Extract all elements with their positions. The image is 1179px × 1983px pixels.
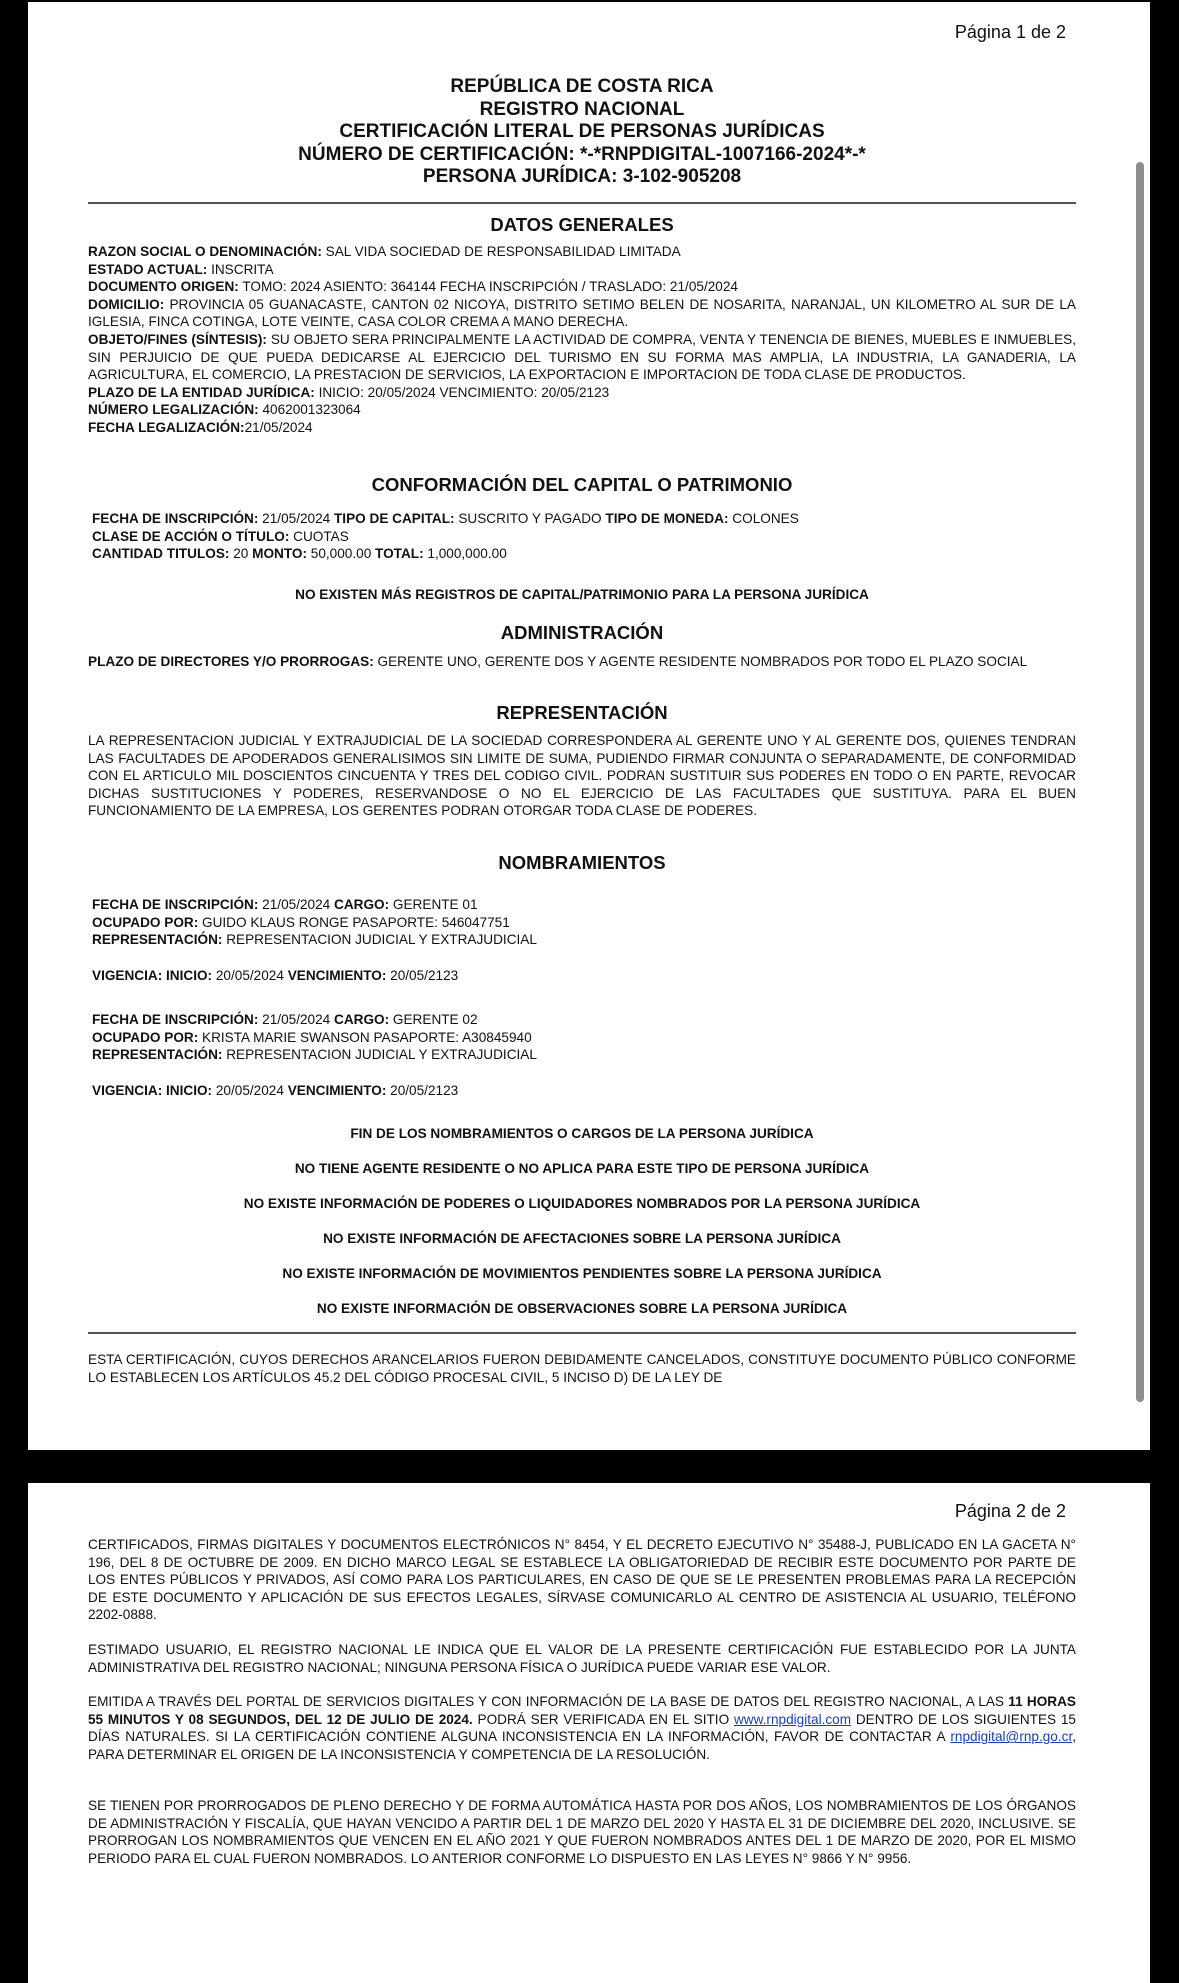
- nombramiento-fecha-row: [92, 1011, 1080, 1029]
- document-page-2: [28, 1483, 1150, 1983]
- nombramiento-1: [92, 896, 1080, 984]
- text-span: EMITIDA A TRAVÉS DEL PORTAL DE SERVICIOS DIGITALES Y CON INFORMACIÓN DE LA BASE DE DATOS DEL REGISTRO NACIONAL, A LAS: [88, 1694, 1009, 1709]
- field-value: GERENTE 01: [389, 897, 478, 912]
- field-label: RAZON SOCIAL O DENOMINACIÓN:: [88, 244, 322, 259]
- representacion-text: LA REPRESENTACION JUDICIAL Y EXTRAJUDICIAL DE LA SOCIEDAD CORRESPONDERA AL GERENTE UNO Y AL GERENTE DOS, QUIENES TENDRAN LAS FACULTADES DE APODERADOS GENERALISIMOS SIN LIMITE DE SUMA, PUDIENDO FIRMAR CONJUNTA O SEPARADAMENTE, DE CONFORMIDAD CON EL ARTICULO MIL DOSCIENTOS CINCUENTA Y TRES DEL CODIGO CIVIL. PODRAN SUSTITUIR SUS PODERES EN TODO O EN PARTE, REVOCAR DICHAS SUSTITUCIONES Y PODERES, RESERVANDOSE O NO EL EJERCICIO DE LAS FACULTADES QUE SUSTITUYA. PARA EL BUEN FUNCIONAMIENTO DE LA EMPRESA, LOS GERENTES PODRAN OTORGAR TODA CLASE DE PODERES.: [88, 733, 1076, 819]
- section-nombramientos: [88, 852, 1076, 874]
- field-value: SU OBJETO SERA PRINCIPALMENTE LA ACTIVIDAD DE COMPRA, VENTA Y TENENCIA DE BIENES, MUEBLES E INMUEBLES, SIN PERJUICIO DE QUE PUEDA DEDICARSE AL EJERCICIO DEL TURISMO EN SU FORMA MAS AMPLIA, LA INDUSTRIA, LA GANADERIA, LA AGRICULTURA, EL COMERCIO, LA PRESTACION DE SERVICIOS, LA EXPORTACION E IMPORTACION DE TODA CLASE DE PRODUCTOS.: [88, 331, 1076, 383]
- field-value: PROVINCIA 05 GUANACASTE, CANTON 02 NICOYA, DISTRITO SETIMO BELEN DE NOSARITA, NARANJAL, UN KILOMETRO AL SUR DE LA IGLESIA, FINCA COTINGA, LOTE VEINTE, CASA COLOR CREMA A MANO DERECHA.: [88, 296, 1076, 330]
- section-title: DATOS GENERALES: [490, 214, 674, 235]
- field-label: VENCIMIENTO:: [287, 1082, 387, 1098]
- field-label: NÚMERO LEGALIZACIÓN:: [88, 402, 259, 418]
- nombramiento-2: [92, 1011, 1080, 1099]
- header-line-country: REPÚBLICA DE COSTA RICA: [450, 76, 714, 97]
- field-label: FECHA DE INSCRIPCIÓN:: [92, 897, 259, 912]
- field-value: 4062001323064: [258, 402, 361, 418]
- fecha-legalizacion-row: [88, 419, 1076, 437]
- numero-legalizacion-row: [88, 401, 1076, 419]
- field-label: CANTIDAD TITULOS:: [92, 546, 230, 562]
- field-label: PLAZO DE DIRECTORES Y/O PRORROGAS:: [88, 654, 374, 669]
- field-value: 1,000,000.00: [423, 546, 507, 562]
- page2-paragraph-2: ESTIMADO USUARIO, EL REGISTRO NACIONAL LE INDICA QUE EL VALOR DE LA PRESENTE CERTIFICACIÓN FUE ESTABLECIDO POR LA JUNTA ADMINISTRATIVA DEL REGISTRO NACIONAL; NINGUNA PERSONA FÍSICA O JURÍDICA PUEDE VARIAR ESE VALOR.: [88, 1642, 1076, 1675]
- field-label: REPRESENTACIÓN:: [92, 932, 223, 948]
- field-value: 50,000.00: [307, 546, 376, 562]
- field-value: INSCRITA: [207, 261, 274, 277]
- nombramiento-ocupado-row: [92, 914, 1080, 932]
- field-value: 21/05/2024: [258, 1012, 334, 1027]
- field-label: FECHA DE INSCRIPCIÓN:: [92, 1012, 259, 1027]
- field-value: REPRESENTACION JUDICIAL Y EXTRAJUDICIAL: [222, 1047, 537, 1063]
- section-title: REPRESENTACIÓN: [496, 702, 668, 723]
- field-value: REPRESENTACION JUDICIAL Y EXTRAJUDICIAL: [222, 932, 537, 948]
- section-title: NOMBRAMIENTOS: [498, 852, 666, 873]
- field-label: FECHA DE INSCRIPCIÓN:: [92, 511, 259, 526]
- capital-row-1: [92, 510, 1080, 528]
- field-value: 21/05/2024: [258, 897, 334, 912]
- field-label: REPRESENTACIÓN:: [92, 1047, 223, 1063]
- capital-row-2: [92, 528, 1080, 546]
- field-label: VIGENCIA: INICIO:: [92, 967, 213, 983]
- note-afectaciones: NO EXISTE INFORMACIÓN DE AFECTACIONES SOBRE LA PERSONA JURÍDICA: [323, 1231, 841, 1246]
- divider: [88, 1332, 1076, 1334]
- field-label: OBJETO/FINES (SÍNTESIS):: [88, 331, 267, 347]
- page2-paragraph-1: CERTIFICADOS, FIRMAS DIGITALES Y DOCUMENTOS ELECTRÓNICOS N° 8454, Y EL DECRETO EJECUTIVO N° 35488-J, PUBLICADO EN LA GACETA N° 196, DEL 8 DE OCTUBRE DE 2009. EN DICHO MARCO LEGAL SE ESTABLECE LA OBLIGATORIEDAD DE RECIBIR ESTE DOCUMENTO POR PARTE DE LOS ENTES PÚBLICOS Y PRIVADOS, ASÍ COMO PARA LOS PARTICULARES, EN CASO DE QUE SE LE PRESENTEN PROBLEMAS PARA LA RECEPCIÓN DE ESTE DOCUMENTO Y APLICACIÓN DE SUS EFECTOS LEGALES, SÍRVASE COMUNICARLO AL CENTRO DE ASISTENCIA AL USUARIO, TELÉFONO 2202-0888.: [88, 1537, 1076, 1623]
- rnpdigital-email-link[interactable]: rnpdigital@rnp.go.cr: [950, 1729, 1073, 1745]
- capital-details: [92, 510, 1080, 563]
- field-value: 20/05/2123: [386, 967, 459, 983]
- note-observaciones: NO EXISTE INFORMACIÓN DE OBSERVACIONES SOBRE LA PERSONA JURÍDICA: [316, 1301, 848, 1316]
- page-number: Página 2 de 2: [954, 1501, 1066, 1521]
- field-label: VIGENCIA: INICIO:: [92, 1082, 213, 1098]
- field-value: SUSCRITO Y PAGADO: [454, 511, 606, 526]
- footer-text: ESTA CERTIFICACIÓN, CUYOS DERECHOS ARANCELARIOS FUERON DEBIDAMENTE CANCELADOS, CONSTITUYE DOCUMENTO PÚBLICO CONFORME LO ESTABLECEN LOS ARTÍCULOS 45.2 DEL CÓDIGO PROCESAL CIVIL, 5 INCISO D) DE LA LEY DE: [88, 1352, 1076, 1385]
- note-agente-residente: NO TIENE AGENTE RESIDENTE O NO APLICA PARA ESTE TIPO DE PERSONA JURÍDICA: [294, 1161, 870, 1176]
- section-datos-generales: [88, 214, 1076, 437]
- estado-row: [88, 261, 1076, 279]
- domicilio-row: [88, 296, 1076, 331]
- field-value: COLONES: [728, 511, 799, 526]
- field-label: ESTADO ACTUAL:: [88, 261, 208, 277]
- issued-datetime: 11 HORAS 55 MINUTOS Y 08 SEGUNDOS, DEL 12 DE JULIO DE 2024.: [88, 1694, 1076, 1727]
- field-label: PLAZO DE LA ENTIDAD JURÍDICA:: [88, 384, 315, 400]
- field-value: 21/05/2024: [258, 511, 334, 526]
- field-label: VENCIMIENTO:: [287, 967, 387, 983]
- section-administracion: [88, 622, 1076, 671]
- field-label: TOTAL:: [375, 546, 424, 562]
- plazo-directores-row: [88, 653, 1076, 671]
- plazo-row: [88, 384, 1076, 402]
- section-title: CONFORMACIÓN DEL CAPITAL O PATRIMONIO: [371, 474, 793, 495]
- field-value: 20/05/2123: [386, 1082, 459, 1098]
- field-value: KRISTA MARIE SWANSON PASAPORTE: A30845940: [198, 1029, 532, 1045]
- objeto-row: [88, 331, 1076, 384]
- razon-social-row: [88, 243, 1076, 261]
- field-label: CARGO:: [334, 1012, 390, 1027]
- header-line-legal-person: PERSONA JURÍDICA: 3-102-905208: [422, 166, 742, 187]
- field-label: TIPO DE CAPITAL:: [334, 511, 455, 526]
- field-label: DOMICILIO:: [88, 296, 165, 312]
- text-span: PODRÁ SER VERIFICADA EN EL SITIO: [472, 1711, 734, 1727]
- field-label: CARGO:: [334, 897, 390, 912]
- nombramiento-vigencia-row: [92, 967, 1080, 985]
- text-span: DENTRO DE LOS SIGUIENTES 15 DÍAS NATURALES. SI LA CERTIFICACIÓN CONTIENE ALGUNA INCONSISTENCIA EN LA INFORMACIÓN, FAVOR DE CONTACTAR A: [88, 1711, 1076, 1745]
- field-value: INICIO: 20/05/2024 VENCIMIENTO: 20/05/2123: [314, 384, 610, 400]
- certificate-header: [88, 76, 1076, 189]
- page2-paragraph-4: SE TIENEN POR PRORROGADOS DE PLENO DERECHO Y DE FORMA AUTOMÁTICA HASTA POR DOS AÑOS, LOS NOMBRAMIENTOS DE LOS ÓRGANOS DE ADMINISTRACIÓN Y FISCALÍA, QUE HAYAN VENCIDO A PARTIR DEL 1 DE MARZO DEL 2020 Y HASTA EL 31 DE DICIEMBRE DEL 2020, INCLUSIVE. SE PRORROGAN LOS NOMBRAMIENTOS QUE VENCEN EN EL AÑO 2021 Y QUE FUERON NOMBRADOS ANTES DEL 1 DE MARZO DE 2020, POR EL MISMO PERIODO PARA EL CUAL FUERON NOMBRADOS. LO ANTERIOR CONFORME LO DISPUESTO EN LAS LEYES N° 9866 Y N° 9956.: [88, 1798, 1076, 1866]
- rnpdigital-website-link[interactable]: www.rnpdigital.com: [733, 1711, 852, 1727]
- header-line-cert-number: NÚMERO DE CERTIFICACIÓN: *-*RNPDIGITAL-1007166-2024*-*: [298, 143, 866, 165]
- field-value: CUOTAS: [289, 528, 349, 544]
- field-label: TIPO DE MONEDA:: [605, 511, 729, 526]
- note-movimientos: NO EXISTE INFORMACIÓN DE MOVIMIENTOS PENDIENTES SOBRE LA PERSONA JURÍDICA: [282, 1266, 882, 1281]
- field-label: OCUPADO POR:: [92, 914, 199, 930]
- section-title: ADMINISTRACIÓN: [500, 622, 664, 643]
- field-value: GUIDO KLAUS RONGE PASAPORTE: 546047751: [198, 914, 510, 930]
- document-page-1: [28, 2, 1150, 1450]
- field-label: DOCUMENTO ORIGEN:: [88, 279, 239, 295]
- field-value: GERENTE UNO, GERENTE DOS Y AGENTE RESIDENTE NOMBRADOS POR TODO EL PLAZO SOCIAL: [373, 654, 1028, 669]
- field-value: 20/05/2024: [212, 1082, 288, 1098]
- section-representacion: [88, 702, 1076, 820]
- text-span: , PARA DETERMINAR EL ORIGEN DE LA INCONSISTENCIA Y COMPETENCIA DE LA RESOLUCIÓN.: [88, 1729, 1076, 1762]
- header-line-registry: REGISTRO NACIONAL: [479, 98, 685, 120]
- field-value: 20: [229, 546, 253, 562]
- header-line-doc-type: CERTIFICACIÓN LITERAL DE PERSONAS JURÍDICAS: [339, 121, 825, 142]
- nombramiento-ocupado-row: [92, 1029, 1080, 1047]
- nombramiento-repr-row: [92, 1046, 1080, 1064]
- note-poderes: NO EXISTE INFORMACIÓN DE PODERES O LIQUIDADORES NOMBRADOS POR LA PERSONA JURÍDICA: [243, 1196, 921, 1211]
- scrollbar-thumb[interactable]: [1136, 162, 1144, 1402]
- capital-row-3: [92, 545, 1080, 563]
- field-label: CLASE DE ACCIÓN O TÍTULO:: [92, 528, 290, 544]
- field-value: 21/05/2024: [244, 419, 313, 435]
- field-value: 20/05/2024: [212, 967, 288, 983]
- field-value: GERENTE 02: [389, 1012, 478, 1027]
- nombramiento-fecha-row: [92, 896, 1080, 914]
- field-label: FECHA LEGALIZACIÓN:: [88, 419, 245, 435]
- nombramiento-vigencia-row: [92, 1082, 1080, 1100]
- field-value: TOMO: 2024 ASIENTO: 364144 FECHA INSCRIPCIÓN / TRASLADO: 21/05/2024: [238, 279, 738, 295]
- page2-paragraph-3: [88, 1693, 1076, 1763]
- section-capital: [88, 474, 1076, 496]
- page-number: Página 1 de 2: [954, 22, 1066, 42]
- field-label: MONTO:: [252, 546, 307, 562]
- note-fin-nombramientos: FIN DE LOS NOMBRAMIENTOS O CARGOS DE LA PERSONA JURÍDICA: [350, 1126, 814, 1141]
- nombramiento-repr-row: [92, 931, 1080, 949]
- field-value: SAL VIDA SOCIEDAD DE RESPONSABILIDAD LIMITADA: [321, 244, 681, 259]
- divider: [88, 202, 1076, 204]
- capital-note: NO EXISTEN MÁS REGISTROS DE CAPITAL/PATRIMONIO PARA LA PERSONA JURÍDICA: [295, 587, 869, 602]
- documento-origen-row: [88, 278, 1076, 296]
- field-label: OCUPADO POR:: [92, 1029, 199, 1045]
